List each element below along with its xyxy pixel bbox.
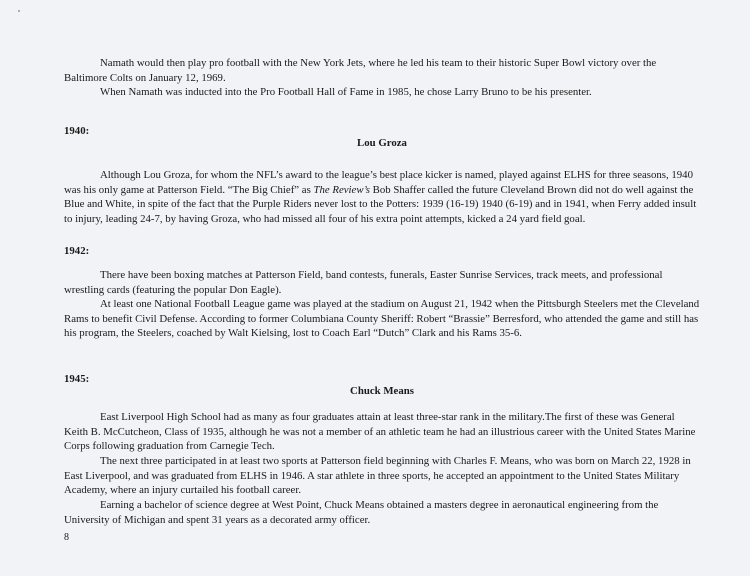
means-career-paragraph: Earning a bachelor of science degree at West Point, Chuck Means obtained a masters degree in aeronautical engineering from the University of Michigan and spent 31 years as a decorated army officer. xyxy=(64,499,659,526)
lou-groza-text-end: Bob Shaffer called the future Cleveland Brown did not do well against the Blue and White, in spite of the fact that the Purple Riders never lost to the Potters: 1939 (16-19) 1940 (6-19) and in 1941, when Ferry added insult to injury, leading 24-7, by having Groza, who had missed all four of his extra point attempts, kicked a 24 yard field goal. xyxy=(64,183,697,225)
lou-groza-paragraph xyxy=(64,168,700,226)
review-title-italic: The Review’s xyxy=(313,183,370,196)
means-sports-paragraph: The next three participated in at least two sports at Patterson field beginning with Charles F. Means, who was born on March 22, 1928 in East Liverpool, and was graduated from ELHS in 1946. A star athlete in three sports, he accepted an appointment to the United States Military Academy, where an injury curtailed his football career. xyxy=(64,455,691,497)
scan-speck xyxy=(18,10,20,12)
section-title-lou-groza: Lou Groza xyxy=(357,137,407,149)
graduates-paragraph: East Liverpool High School had as many as four graduates attain at least three-star rank in the military.The first of these was General Keith B. McCutcheon, Class of 1935, although he was not a member of an athletic team he had an illustrious career with the United States Marine Corps following graduation from Carnegie Tech. xyxy=(64,411,696,453)
patterson-events-paragraph: There have been boxing matches at Patterson Field, band contests, funerals, Easter Sunrise Services, track meets, and professional wrestling cards (featuring the popular Don Eagle). xyxy=(64,269,663,296)
year-heading-1945: 1945: xyxy=(64,373,90,385)
section-title-chuck-means: Chuck Means xyxy=(350,385,414,397)
nfl-game-paragraph: At least one National Football League game was played at the stadium on August 21, 1942 when the Pittsburgh Steelers met the Cleveland Rams to benefit Civil Defense. According to former Columbiana County Sheriff: Robert “Brassie” Berresford, who attended the game and still has his program, the Steelers, coached by Walt Kielsing, lost to Coach Earl “Dutch” Clark and his Rams 35-6. xyxy=(64,298,700,340)
year-heading-1940: 1940: xyxy=(64,125,90,137)
intro-paragraph-1: Namath would then play pro football with the New York Jets, where he led his team to their historic Super Bowl victory over the Baltimore Colts on January 12, 1969. xyxy=(64,57,657,84)
intro-paragraph-2: When Namath was inducted into the Pro Football Hall of Fame in 1985, he chose Larry Bruno to be his presenter. xyxy=(100,86,592,98)
year-heading-1942: 1942: xyxy=(64,245,90,257)
page-number: 8 xyxy=(64,532,69,543)
lou-groza-text-start: Although Lou Groza, for whom the NFL’s award to the league’s best place kicker is named, played against ELHS for three seasons, 1940 was his only game at Patterson Field. “The Big Chief” as xyxy=(64,169,693,196)
